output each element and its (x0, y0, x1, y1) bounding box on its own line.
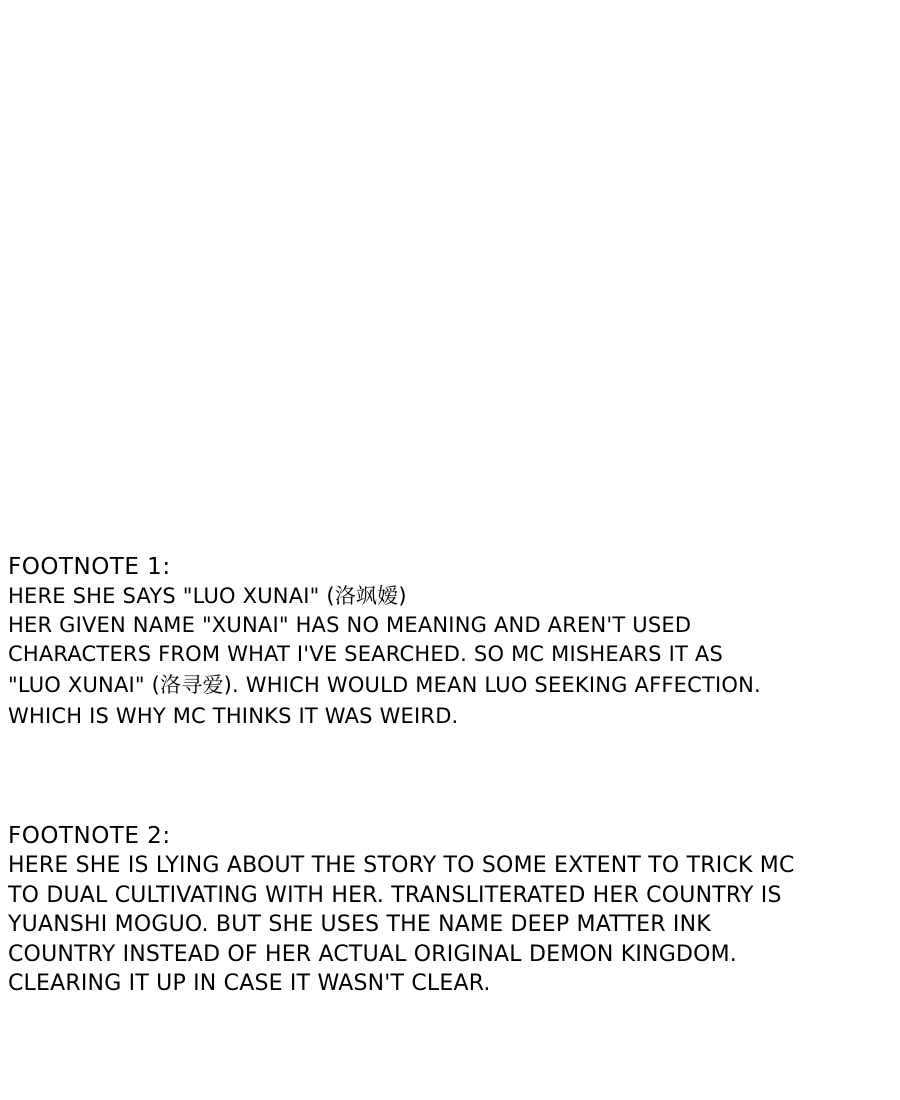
footnote-2-line-4: COUNTRY INSTEAD OF HER ACTUAL ORIGINAL DEMON KINGDOM. (8, 941, 737, 967)
footnote-2 (8, 822, 898, 999)
footnote-2-line-1: HERE SHE IS LYING ABOUT THE STORY TO SOME EXTENT TO TRICK MC (8, 853, 795, 878)
footnote-1-line-2: HER GIVEN NAME "XUNAI" HAS NO MEANING AND AREN'T USED (8, 613, 692, 637)
footnote-1 (8, 553, 898, 731)
footnote-1-line-5: WHICH IS WHY MC THINKS IT WAS WEIRD. (8, 704, 459, 728)
footnote-1-line-1: HERE SHE SAYS "LUO XUNAI" (洛飒嫒) (8, 584, 407, 608)
footnote-1-heading: FOOTNOTE 1: (8, 554, 171, 580)
footnote-1-line-4: "LUO XUNAI" (洛寻爱). WHICH WOULD MEAN LUO SEEKING AFFECTION. (8, 673, 761, 697)
footnote-1-line-3: CHARACTERS FROM WHAT I'VE SEARCHED. SO MC MISHEARS IT AS (8, 642, 723, 666)
footnote-2-line-2: TO DUAL CULTIVATING WITH HER. TRANSLITERATED HER COUNTRY IS (8, 882, 782, 908)
footnote-2-line-5: CLEARING IT UP IN CASE IT WASN'T CLEAR. (8, 971, 491, 996)
footnote-2-line-3: YUANSHI MOGUO. BUT SHE USES THE NAME DEEP MATTER INK (8, 912, 711, 937)
footnote-2-heading: FOOTNOTE 2: (8, 823, 171, 849)
